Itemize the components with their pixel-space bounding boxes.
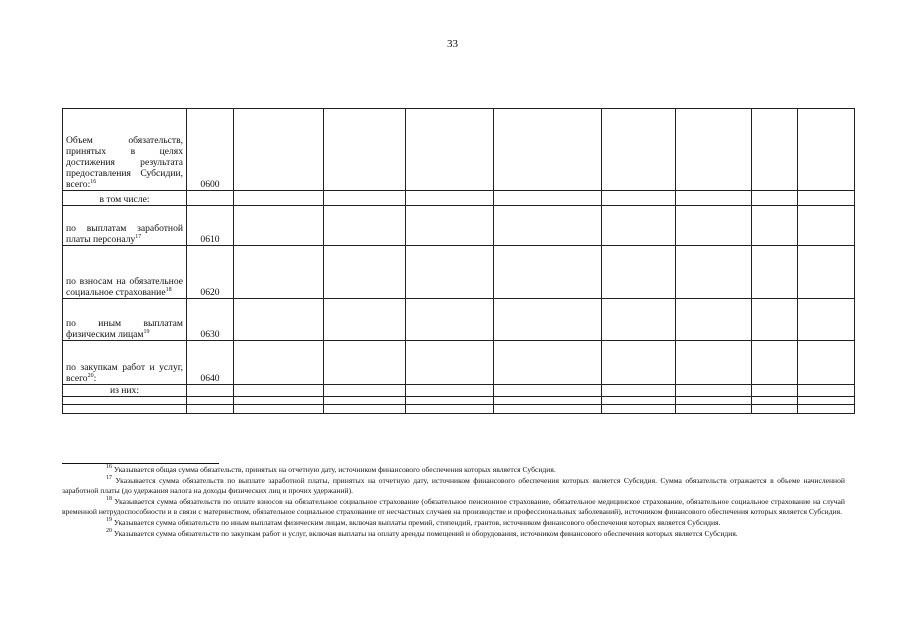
table-row [63,109,855,191]
obligations-table [62,108,855,414]
value-cell [602,341,676,385]
footnote-number: 16 [106,464,112,470]
value-cell [406,385,494,397]
row-code [187,191,234,206]
value-cell [324,191,406,206]
value-cell [234,397,324,405]
value-cell [324,109,406,191]
value-cell [406,246,494,299]
footnote-separator [62,463,219,464]
row-code: 0620 [187,246,234,299]
footnote: $^{18}$ Указывается сумма обязательств по оплате взносов на обязательное социальное страхование (обязательное пенсионное страхование, обязательное медицинское страхование, обязательное социальное страхование на случай временной нетрудоспособности и в связи с материнством, обязательное социальное страхование от несчастных случаев на производстве и профессиональных заболеваний), источником финансового обеспечения которых является Субсидия. [62,495,845,517]
value-cell [602,206,676,246]
value-cell [752,246,798,299]
value-cell [676,405,752,414]
value-cell [234,109,324,191]
row-code [187,385,234,397]
value-cell [234,246,324,299]
value-cell [602,109,676,191]
footnote-ref: 18 [165,287,172,293]
footnote-number: 18 [106,495,112,502]
value-cell [234,385,324,397]
value-cell [494,246,602,299]
value-cell [324,385,406,397]
value-cell [602,191,676,206]
table-row [63,299,855,341]
table-row [63,191,855,206]
table-row [63,397,855,405]
value-cell [752,341,798,385]
footnote-number: 20 [106,527,112,534]
value-cell [494,299,602,341]
value-cell [602,246,676,299]
table-row [63,405,855,414]
value-cell [676,191,752,206]
value-cell [752,397,798,405]
row-label: в том числе: [63,191,187,206]
value-cell [406,405,494,414]
value-cell [494,191,602,206]
row-label [63,405,187,414]
value-cell [324,341,406,385]
footnote: $^{20}$ Указывается сумма обязательств по закупкам работ и услуг, включая выплаты на оплату аренды помещений и оборудования, источником финансового обеспечения которых является Субсидия. [106,527,738,538]
value-cell [798,385,855,397]
footnote-ref: 17 [135,234,142,240]
footnote-number: 19 [106,516,112,523]
value-cell [752,109,798,191]
value-cell [234,206,324,246]
value-cell [676,341,752,385]
value-cell [406,109,494,191]
value-cell [406,299,494,341]
row-code: 0640 [187,341,234,385]
row-label: по иным выплатам физическим лицам$^{19}$ [63,299,187,341]
row-code: 0630 [187,299,234,341]
value-cell [234,405,324,414]
value-cell [752,206,798,246]
value-cell [234,299,324,341]
value-cell [798,299,855,341]
value-cell [494,385,602,397]
value-cell [406,206,494,246]
table-row [63,385,855,397]
value-cell [676,385,752,397]
footnote: $^{19}$ Указывается сумма обязательств по иным выплатам физическим лицам, включая выплаты премий, стипендий, грантов, источником финансового обеспечения которых является Субсидия. [106,516,721,527]
value-cell [798,341,855,385]
footnote: $^{17}$ Указывается сумма обязательств по выплате заработной платы, принятых на отчетную дату, источником финансового обеспечения которых является Субсидия. Сумма обязательств отражается в объеме начисленной заработной платы (до удержания налога на доходы физических лиц и прочих удержаний). [62,474,845,496]
value-cell [798,405,855,414]
value-cell [798,109,855,191]
value-cell [752,191,798,206]
value-cell [324,397,406,405]
value-cell [324,246,406,299]
row-code: 0610 [187,206,234,246]
value-cell [602,405,676,414]
value-cell [406,191,494,206]
value-cell [752,405,798,414]
value-cell [798,191,855,206]
table-row [63,341,855,385]
row-label: по взносам на обязательное социальное страхование$^{18}$ [63,246,187,299]
row-label [63,397,187,405]
row-label: по выплатам заработной платы персоналу$^{17}$ [63,206,187,246]
value-cell [676,246,752,299]
value-cell [324,299,406,341]
footnote-ref: 16 [90,179,97,185]
value-cell [324,206,406,246]
row-label: из них: [63,385,187,397]
value-cell [752,385,798,397]
value-cell [602,299,676,341]
table-row [63,206,855,246]
value-cell [234,191,324,206]
row-code [187,397,234,405]
value-cell [324,405,406,414]
value-cell [676,299,752,341]
value-cell [752,299,798,341]
value-cell [676,206,752,246]
value-cell [602,397,676,405]
table-row [63,246,855,299]
value-cell [234,341,324,385]
value-cell [798,206,855,246]
row-label: Объем обязательств, принятых в целях достижения результата предоставления Субсидии, всего:$^{16}$ [63,109,187,191]
row-code: 0600 [187,109,234,191]
footnote-number: 17 [106,474,112,481]
value-cell [494,109,602,191]
footnote: $^{16}$ Указывается общая сумма обязательств, принятых на отчетную дату, источником финансового обеспечения которых является Субсидия. [106,464,556,474]
value-cell [798,246,855,299]
value-cell [602,385,676,397]
value-cell [494,341,602,385]
value-cell [406,397,494,405]
value-cell [494,206,602,246]
value-cell [406,341,494,385]
row-label: по закупкам работ и услуг, всего$^{20}$: [63,341,187,385]
footnote-ref: 19 [143,329,150,335]
row-code [187,405,234,414]
value-cell [798,397,855,405]
footnote-ref: 20 [87,373,94,379]
value-cell [494,405,602,414]
footnotes [62,465,845,539]
value-cell [676,397,752,405]
value-cell [494,397,602,405]
page-number: 33 [447,38,458,50]
value-cell [676,109,752,191]
